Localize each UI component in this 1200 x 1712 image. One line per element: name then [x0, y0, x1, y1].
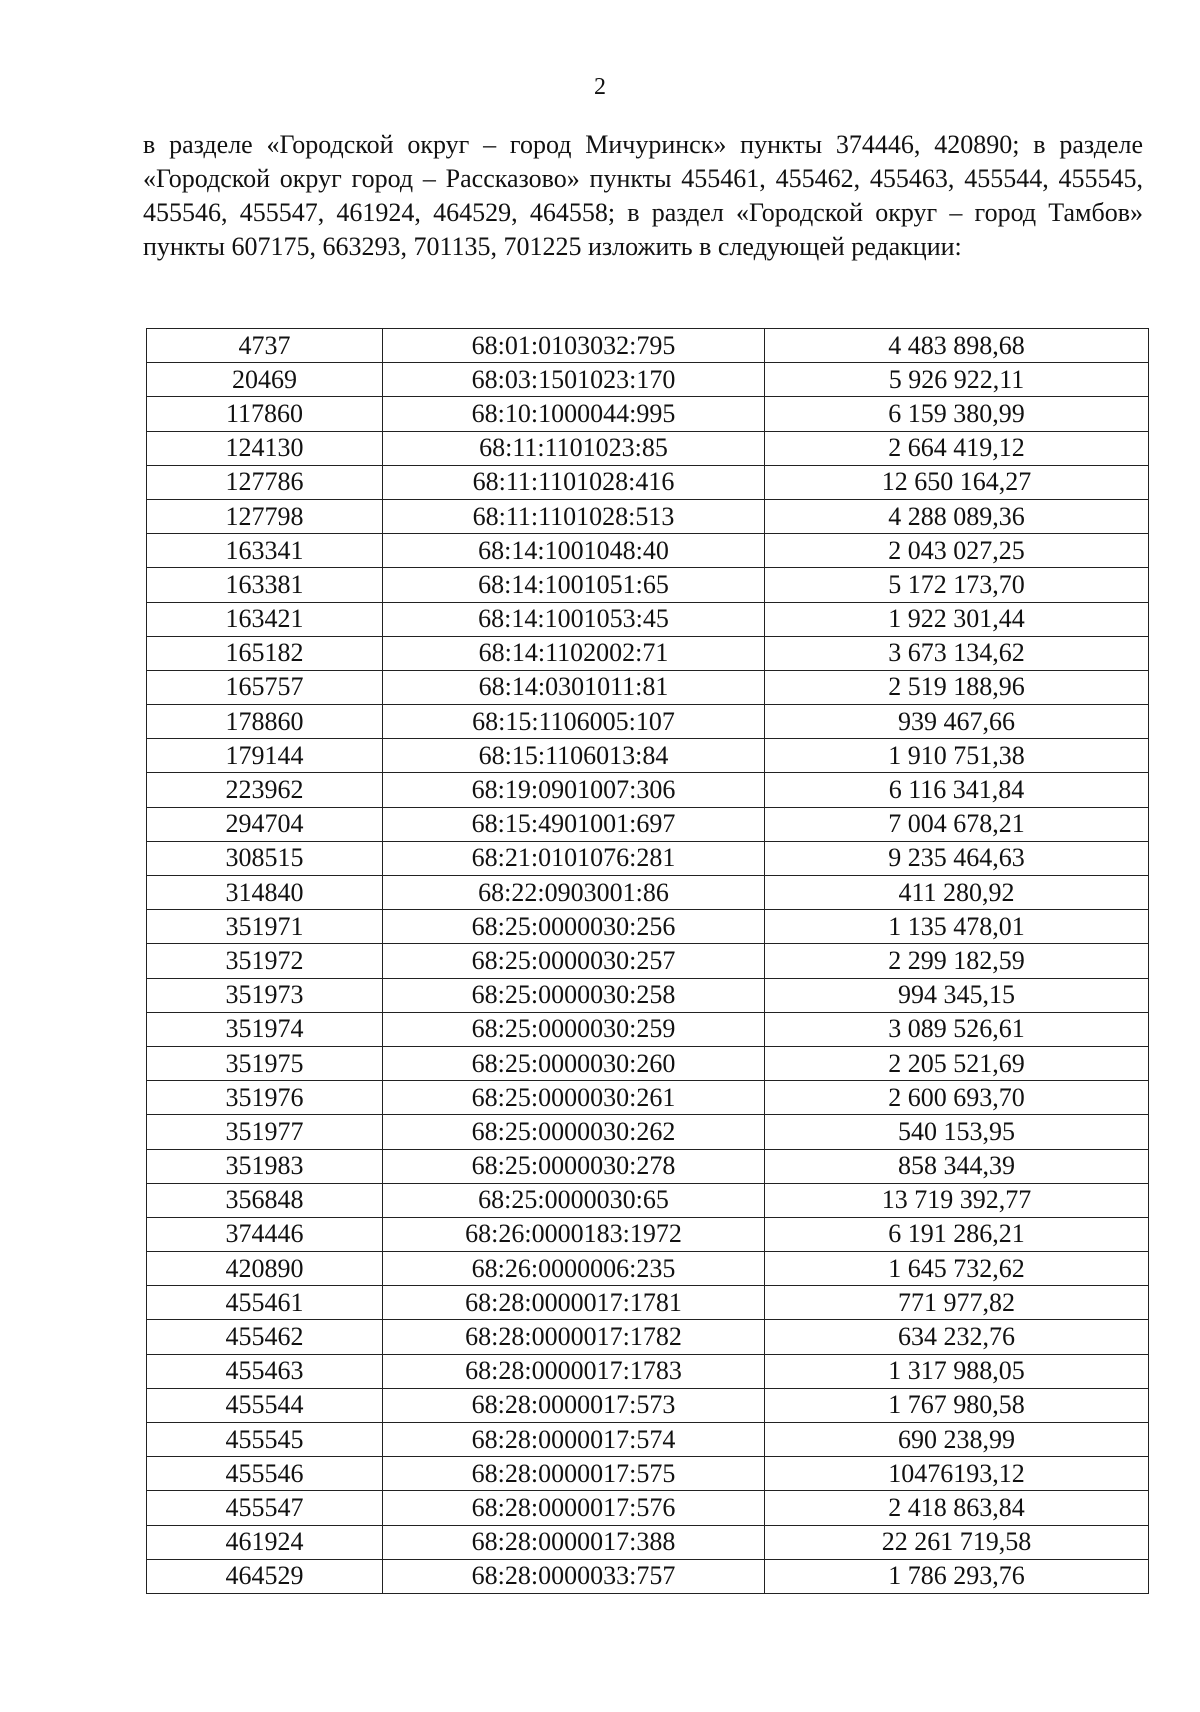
table-row — [147, 1559, 1149, 1593]
row-id-cell: 314840 — [147, 876, 383, 910]
table-row — [147, 1491, 1149, 1525]
cadastral-number-cell: 68:28:0000017:1783 — [383, 1354, 765, 1388]
page-number: 2 — [594, 74, 606, 100]
cadastral-number-cell: 68:26:0000183:1972 — [383, 1217, 765, 1251]
table-row — [147, 670, 1149, 704]
table-row — [147, 910, 1149, 944]
table-row — [147, 499, 1149, 533]
value-cell: 1 135 478,01 — [765, 910, 1149, 944]
cadastral-number-cell: 68:25:0000030:260 — [383, 1046, 765, 1080]
table-row — [147, 534, 1149, 568]
value-cell: 690 238,99 — [765, 1423, 1149, 1457]
row-id-cell: 163421 — [147, 602, 383, 636]
value-cell: 994 345,15 — [765, 978, 1149, 1012]
cadastral-number-cell: 68:14:1001053:45 — [383, 602, 765, 636]
cadastral-number-cell: 68:25:0000030:278 — [383, 1149, 765, 1183]
value-cell: 1 922 301,44 — [765, 602, 1149, 636]
table-row — [147, 1046, 1149, 1080]
row-id-cell: 127786 — [147, 465, 383, 499]
value-cell: 9 235 464,63 — [765, 841, 1149, 875]
row-id-cell: 294704 — [147, 807, 383, 841]
row-id-cell: 163341 — [147, 534, 383, 568]
value-cell: 2 600 693,70 — [765, 1081, 1149, 1115]
value-cell: 4 288 089,36 — [765, 499, 1149, 533]
value-cell: 6 159 380,99 — [765, 397, 1149, 431]
cadastral-number-cell: 68:28:0000017:576 — [383, 1491, 765, 1525]
row-id-cell: 455544 — [147, 1388, 383, 1422]
cadastral-number-cell: 68:15:1106013:84 — [383, 739, 765, 773]
cadastral-number-cell: 68:11:1101028:513 — [383, 499, 765, 533]
cadastral-number-cell: 68:11:1101028:416 — [383, 465, 765, 499]
value-cell: 1 910 751,38 — [765, 739, 1149, 773]
row-id-cell: 455462 — [147, 1320, 383, 1354]
row-id-cell: 163381 — [147, 568, 383, 602]
intro-paragraph — [143, 128, 1143, 264]
table-row — [147, 705, 1149, 739]
cadastral-number-cell: 68:28:0000033:757 — [383, 1559, 765, 1593]
row-id-cell: 374446 — [147, 1217, 383, 1251]
table-row — [147, 1149, 1149, 1183]
table-row — [147, 431, 1149, 465]
cadastral-number-cell: 68:15:1106005:107 — [383, 705, 765, 739]
cadastral-number-cell: 68:01:0103032:795 — [383, 329, 765, 363]
table-row — [147, 568, 1149, 602]
table-row — [147, 876, 1149, 910]
row-id-cell: 223962 — [147, 773, 383, 807]
cadastral-number-cell: 68:14:1001051:65 — [383, 568, 765, 602]
cadastral-number-cell: 68:28:0000017:575 — [383, 1457, 765, 1491]
cadastral-number-cell: 68:25:0000030:259 — [383, 1012, 765, 1046]
row-id-cell: 351972 — [147, 944, 383, 978]
value-cell: 2 043 027,25 — [765, 534, 1149, 568]
table-row — [147, 1388, 1149, 1422]
value-cell: 13 719 392,77 — [765, 1183, 1149, 1217]
value-cell: 634 232,76 — [765, 1320, 1149, 1354]
table-row — [147, 329, 1149, 363]
cadastral-number-cell: 68:25:0000030:258 — [383, 978, 765, 1012]
value-cell: 5 172 173,70 — [765, 568, 1149, 602]
cadastral-number-cell: 68:28:0000017:1782 — [383, 1320, 765, 1354]
cadastral-number-cell: 68:25:0000030:261 — [383, 1081, 765, 1115]
row-id-cell: 351976 — [147, 1081, 383, 1115]
cadastral-number-cell: 68:25:0000030:262 — [383, 1115, 765, 1149]
row-id-cell: 165182 — [147, 636, 383, 670]
table-row — [147, 807, 1149, 841]
cadastral-number-cell: 68:22:0903001:86 — [383, 876, 765, 910]
value-cell: 2 418 863,84 — [765, 1491, 1149, 1525]
value-cell: 7 004 678,21 — [765, 807, 1149, 841]
cadastral-number-cell: 68:15:4901001:697 — [383, 807, 765, 841]
row-id-cell: 455546 — [147, 1457, 383, 1491]
value-cell: 1 317 988,05 — [765, 1354, 1149, 1388]
row-id-cell: 351974 — [147, 1012, 383, 1046]
cadastral-number-cell: 68:14:0301011:81 — [383, 670, 765, 704]
row-id-cell: 356848 — [147, 1183, 383, 1217]
table-row — [147, 1354, 1149, 1388]
row-id-cell: 455461 — [147, 1286, 383, 1320]
table-row — [147, 602, 1149, 636]
cadastral-number-cell: 68:19:0901007:306 — [383, 773, 765, 807]
cadastral-number-cell: 68:03:1501023:170 — [383, 363, 765, 397]
table-row — [147, 1286, 1149, 1320]
value-cell: 6 116 341,84 — [765, 773, 1149, 807]
cadastral-number-cell: 68:14:1001048:40 — [383, 534, 765, 568]
value-cell: 4 483 898,68 — [765, 329, 1149, 363]
value-cell: 1 767 980,58 — [765, 1388, 1149, 1422]
table-row — [147, 1252, 1149, 1286]
cadastral-number-cell: 68:25:0000030:257 — [383, 944, 765, 978]
table-row — [147, 978, 1149, 1012]
value-cell: 939 467,66 — [765, 705, 1149, 739]
row-id-cell: 308515 — [147, 841, 383, 875]
row-id-cell: 455547 — [147, 1491, 383, 1525]
table-row — [147, 636, 1149, 670]
table-row — [147, 465, 1149, 499]
value-cell: 2 519 188,96 — [765, 670, 1149, 704]
cadastral-number-cell: 68:28:0000017:388 — [383, 1525, 765, 1559]
value-cell: 411 280,92 — [765, 876, 1149, 910]
table-row — [147, 1081, 1149, 1115]
row-id-cell: 351971 — [147, 910, 383, 944]
value-cell: 3 089 526,61 — [765, 1012, 1149, 1046]
row-id-cell: 351975 — [147, 1046, 383, 1080]
value-cell: 3 673 134,62 — [765, 636, 1149, 670]
cadastral-number-cell: 68:25:0000030:65 — [383, 1183, 765, 1217]
value-cell: 2 664 419,12 — [765, 431, 1149, 465]
table-body — [147, 329, 1149, 1594]
table-row — [147, 1012, 1149, 1046]
table-row — [147, 773, 1149, 807]
value-cell: 2 299 182,59 — [765, 944, 1149, 978]
data-table — [146, 328, 1149, 1594]
table-row — [147, 739, 1149, 773]
cadastral-number-cell: 68:26:0000006:235 — [383, 1252, 765, 1286]
row-id-cell: 179144 — [147, 739, 383, 773]
table-row — [147, 944, 1149, 978]
table-row — [147, 841, 1149, 875]
table-row — [147, 1525, 1149, 1559]
value-cell: 1 786 293,76 — [765, 1559, 1149, 1593]
table-row — [147, 1183, 1149, 1217]
cadastral-number-cell: 68:11:1101023:85 — [383, 431, 765, 465]
row-id-cell: 127798 — [147, 499, 383, 533]
row-id-cell: 178860 — [147, 705, 383, 739]
value-cell: 771 977,82 — [765, 1286, 1149, 1320]
cadastral-number-cell: 68:28:0000017:1781 — [383, 1286, 765, 1320]
table-row — [147, 397, 1149, 431]
value-cell: 1 645 732,62 — [765, 1252, 1149, 1286]
cadastral-number-cell: 68:25:0000030:256 — [383, 910, 765, 944]
table-row — [147, 1423, 1149, 1457]
cadastral-number-cell: 68:14:1102002:71 — [383, 636, 765, 670]
table-row — [147, 1457, 1149, 1491]
row-id-cell: 461924 — [147, 1525, 383, 1559]
value-cell: 12 650 164,27 — [765, 465, 1149, 499]
row-id-cell: 351973 — [147, 978, 383, 1012]
value-cell: 858 344,39 — [765, 1149, 1149, 1183]
cadastral-number-cell: 68:28:0000017:573 — [383, 1388, 765, 1422]
value-cell: 6 191 286,21 — [765, 1217, 1149, 1251]
row-id-cell: 420890 — [147, 1252, 383, 1286]
row-id-cell: 351977 — [147, 1115, 383, 1149]
row-id-cell: 351983 — [147, 1149, 383, 1183]
table-row — [147, 1320, 1149, 1354]
value-cell: 540 153,95 — [765, 1115, 1149, 1149]
table-row — [147, 1115, 1149, 1149]
row-id-cell: 4737 — [147, 329, 383, 363]
row-id-cell: 124130 — [147, 431, 383, 465]
row-id-cell: 455545 — [147, 1423, 383, 1457]
row-id-cell: 20469 — [147, 363, 383, 397]
table-row — [147, 363, 1149, 397]
cadastral-number-cell: 68:10:1000044:995 — [383, 397, 765, 431]
value-cell: 22 261 719,58 — [765, 1525, 1149, 1559]
row-id-cell: 464529 — [147, 1559, 383, 1593]
cadastral-number-cell: 68:28:0000017:574 — [383, 1423, 765, 1457]
row-id-cell: 165757 — [147, 670, 383, 704]
intro-text: в разделе «Городской округ – город Мичуринск» пункты 374446, 420890; в разделе «Городской округ город – Рассказово» пункты 455461, 455462, 455463, 455544, 455545, 455546, 455547, 461924, 464529, 464558; в раздел «Городской округ – город Тамбов» пункты 607175, 663293, 701135, 701225 изложить в следующей редакции: — [143, 130, 1143, 261]
table-row — [147, 1217, 1149, 1251]
row-id-cell: 455463 — [147, 1354, 383, 1388]
value-cell: 10476193,12 — [765, 1457, 1149, 1491]
value-cell: 5 926 922,11 — [765, 363, 1149, 397]
cadastral-number-cell: 68:21:0101076:281 — [383, 841, 765, 875]
row-id-cell: 117860 — [147, 397, 383, 431]
value-cell: 2 205 521,69 — [765, 1046, 1149, 1080]
